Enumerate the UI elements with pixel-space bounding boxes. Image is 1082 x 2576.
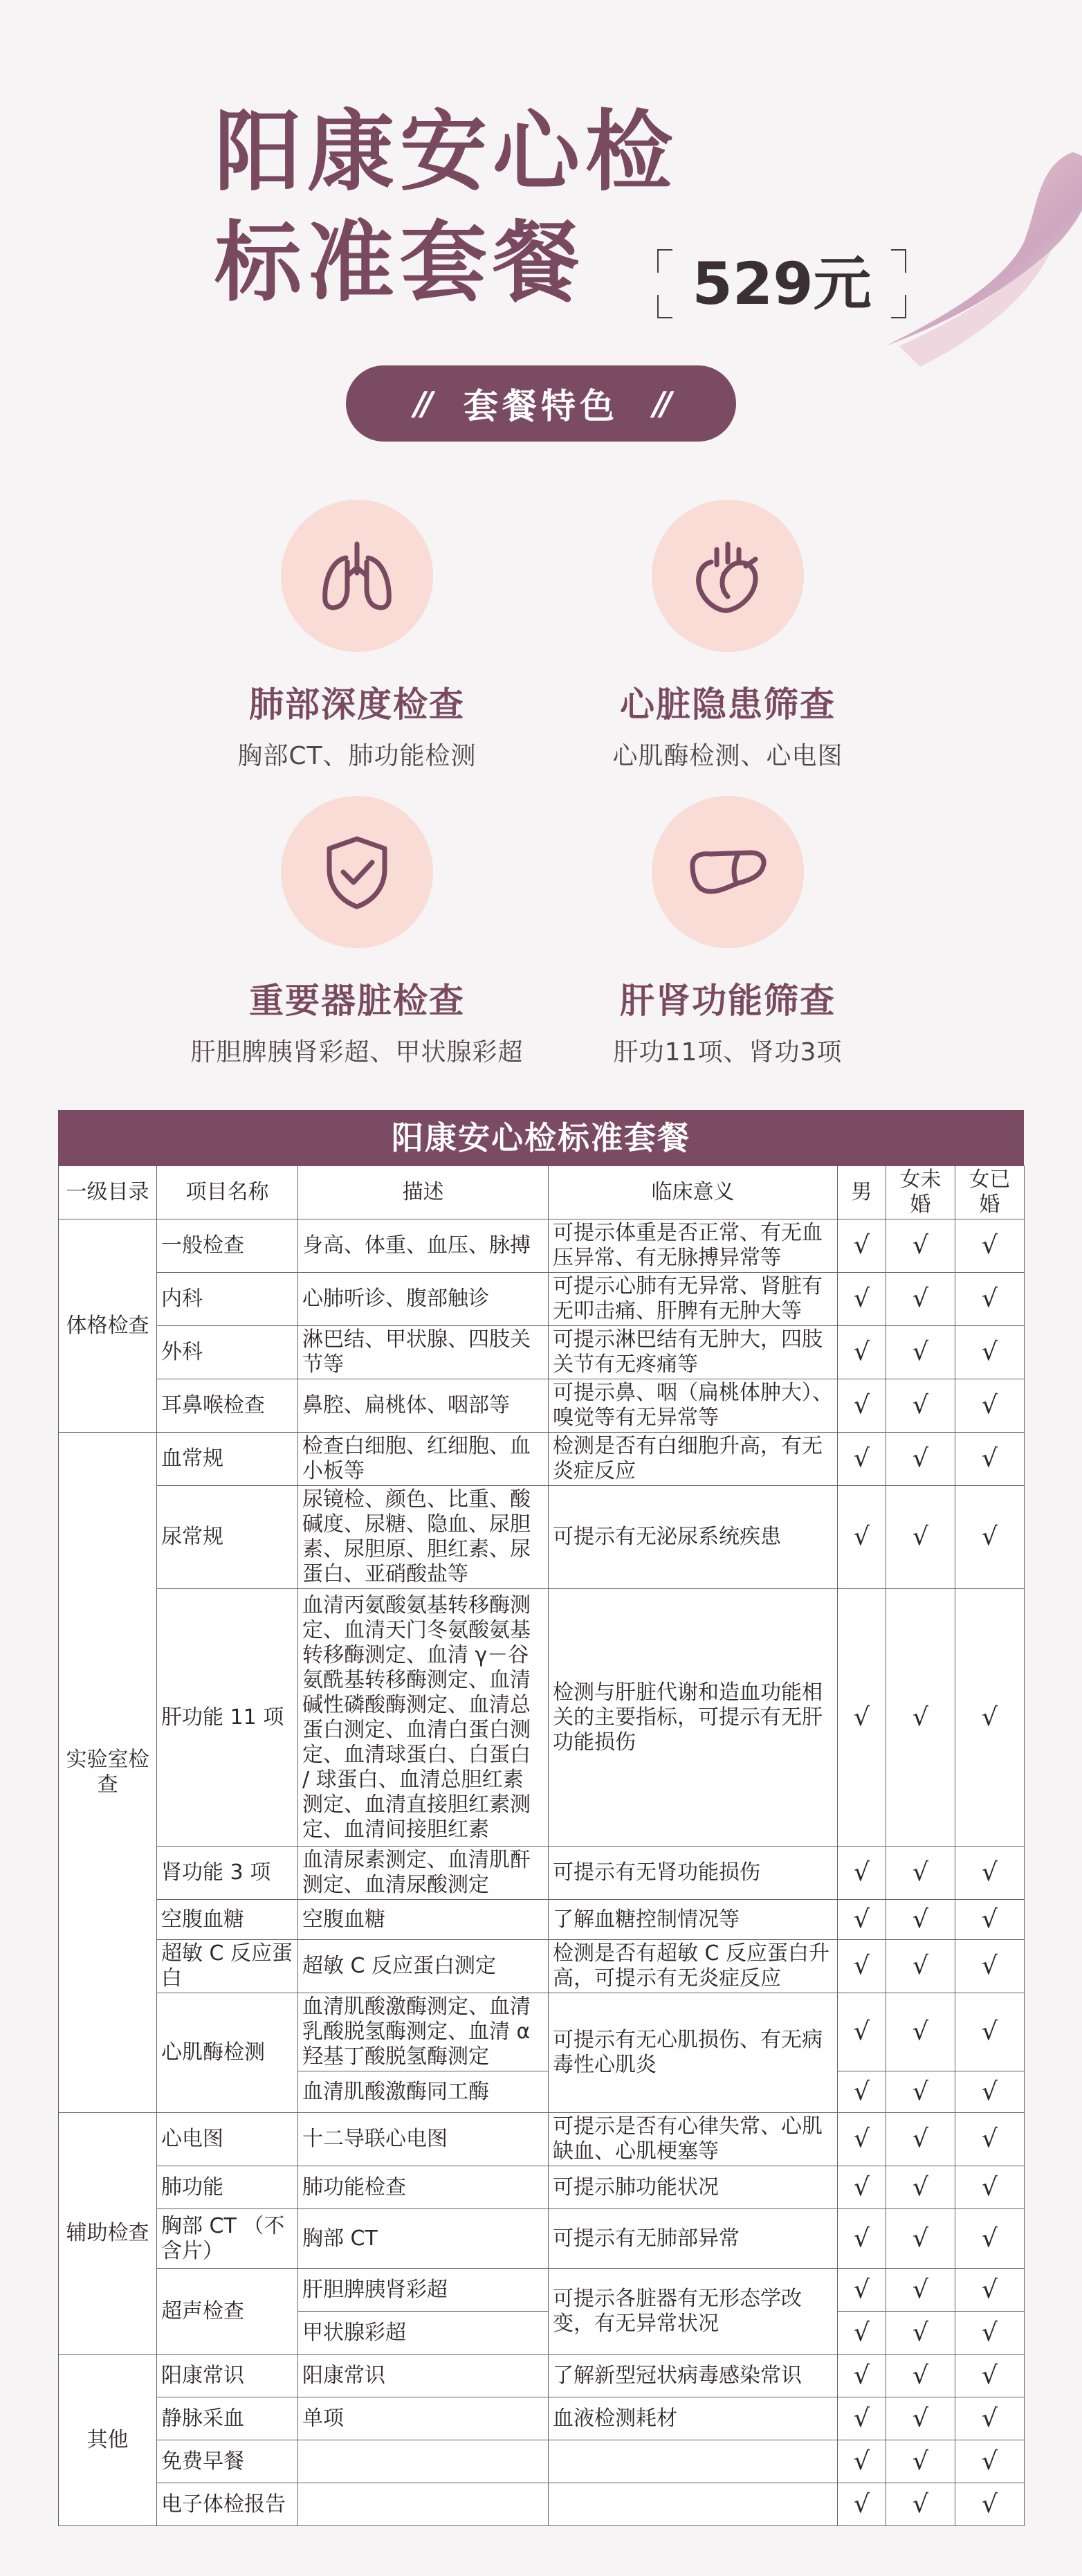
table-row xyxy=(59,2483,1025,2526)
decorative-ribbon xyxy=(858,138,1082,429)
table-row xyxy=(59,1993,1025,2071)
item-name: 静脉采血 xyxy=(157,2397,298,2440)
check-mark: √ xyxy=(838,2269,886,2312)
check-mark: √ xyxy=(955,1486,1025,1589)
check-mark: √ xyxy=(955,1273,1025,1326)
heart-icon xyxy=(652,500,804,652)
feature-desc: 胸部CT、肺功能检测 xyxy=(237,742,477,770)
check-mark: √ xyxy=(838,1940,886,1993)
item-name: 肺功能 xyxy=(157,2166,298,2209)
check-mark: √ xyxy=(955,2269,1025,2312)
item-desc: 心肺听诊、腹部触诊 xyxy=(298,1273,549,1326)
check-mark: √ xyxy=(838,2440,886,2483)
item-meaning: 可提示是否有心律失常、心肌缺血、心肌梗塞等 xyxy=(549,2113,838,2166)
item-name: 一般检查 xyxy=(157,1219,298,1273)
table-row xyxy=(59,1589,1025,1847)
item-name: 胸部 CT （不含片） xyxy=(157,2209,298,2269)
check-mark: √ xyxy=(955,1847,1025,1900)
check-mark: √ xyxy=(955,1589,1025,1847)
check-mark: √ xyxy=(955,2166,1025,2209)
check-mark: √ xyxy=(838,2113,886,2166)
check-mark: √ xyxy=(886,1433,955,1486)
check-mark: √ xyxy=(838,1486,886,1589)
check-mark: √ xyxy=(838,1993,886,2071)
item-name: 超声检查 xyxy=(157,2269,298,2355)
feature-desc: 肝胆脾胰肾彩超、甲状腺彩超 xyxy=(190,1038,524,1067)
check-mark: √ xyxy=(838,1847,886,1900)
col-header: 女未婚 xyxy=(886,1166,955,1219)
table-row xyxy=(59,2166,1025,2209)
check-mark: √ xyxy=(955,2397,1025,2440)
group-cell: 体格检查 xyxy=(59,1219,157,1433)
check-mark: √ xyxy=(886,1326,955,1379)
item-meaning: 可提示有无肺部异常 xyxy=(549,2209,838,2269)
item-meaning: 可提示各脏器有无形态学改变，有无异常状况 xyxy=(549,2269,838,2355)
item-name: 阳康常识 xyxy=(157,2355,298,2397)
feature-badge: // 套餐特色 // xyxy=(346,365,736,442)
table-row xyxy=(59,2113,1025,2166)
item-meaning: 可提示鼻、咽（扁桃体肿大）、嗅觉等有无异常等 xyxy=(549,1379,838,1433)
item-desc: 血清尿素测定、血清肌酐测定、血清尿酸测定 xyxy=(298,1847,549,1900)
hero-title xyxy=(214,97,678,318)
table-row xyxy=(59,1940,1025,1993)
table-row xyxy=(59,1379,1025,1433)
hero-section xyxy=(0,0,1082,429)
check-mark: √ xyxy=(886,2269,955,2312)
item-name: 肾功能 3 项 xyxy=(157,1847,298,1900)
check-mark: √ xyxy=(886,2440,955,2483)
item-desc: 超敏 C 反应蛋白测定 xyxy=(298,1940,549,1993)
check-mark: √ xyxy=(955,1900,1025,1940)
price: 529元 xyxy=(692,250,872,318)
item-meaning xyxy=(549,2440,838,2483)
shield-check-icon xyxy=(281,796,433,948)
check-mark: √ xyxy=(886,2483,955,2526)
check-mark: √ xyxy=(886,2071,955,2113)
item-desc: 身高、体重、血压、脉搏 xyxy=(298,1219,549,1273)
check-mark: √ xyxy=(955,2113,1025,2166)
table-row xyxy=(59,1900,1025,1940)
feature-title: 心脏隐患筛查 xyxy=(620,684,836,725)
check-mark: √ xyxy=(838,1273,886,1326)
check-mark: √ xyxy=(886,2166,955,2209)
table-row xyxy=(59,1847,1025,1900)
item-desc: 血清肌酸激酶同工酶 xyxy=(298,2071,549,2113)
table-row xyxy=(59,2269,1025,2312)
item-desc: 胸部 CT xyxy=(298,2209,549,2269)
check-mark: √ xyxy=(838,1589,886,1847)
item-name: 内科 xyxy=(157,1273,298,1326)
check-mark: √ xyxy=(886,2397,955,2440)
feature-liver xyxy=(534,796,921,1068)
table-row xyxy=(59,1486,1025,1589)
check-mark: √ xyxy=(955,2071,1025,2113)
package-table xyxy=(58,1110,1024,2526)
feature-title: 肺部深度检查 xyxy=(249,684,465,725)
item-desc: 单项 xyxy=(298,2397,549,2440)
check-mark: √ xyxy=(838,1379,886,1433)
check-mark: √ xyxy=(955,1433,1025,1486)
feature-lungs xyxy=(163,500,551,772)
table-row xyxy=(59,2440,1025,2483)
feature-organs xyxy=(163,796,551,1068)
table-row xyxy=(59,2355,1025,2397)
check-mark: √ xyxy=(955,1379,1025,1433)
group-cell: 实验室检查 xyxy=(59,1433,157,2113)
col-header: 临床意义 xyxy=(549,1166,838,1219)
item-name: 心肌酶检测 xyxy=(157,1993,298,2113)
item-meaning: 血液检测耗材 xyxy=(549,2397,838,2440)
check-mark: √ xyxy=(886,1940,955,1993)
check-mark: √ xyxy=(886,1379,955,1433)
feature-title: 肝肾功能筛查 xyxy=(620,981,836,1021)
table-row xyxy=(59,1433,1025,1486)
table-title: 阳康安心检标准套餐 xyxy=(58,1110,1024,1165)
check-mark: √ xyxy=(955,1219,1025,1273)
col-header: 项目名称 xyxy=(157,1166,298,1219)
check-mark: √ xyxy=(886,1486,955,1589)
feature-title: 重要器脏检查 xyxy=(249,981,465,1021)
item-desc: 血清肌酸激酶测定、血清乳酸脱氢酶测定、血清 α 羟基丁酸脱氢酶测定 xyxy=(298,1993,549,2071)
check-mark: √ xyxy=(955,2312,1025,2355)
item-meaning: 检测与肝脏代谢和造血功能相关的主要指标，可提示有无肝功能损伤 xyxy=(549,1589,838,1847)
item-name: 电子体检报告 xyxy=(157,2483,298,2526)
group-cell: 辅助检查 xyxy=(59,2113,157,2355)
liver-icon xyxy=(652,796,804,948)
check-mark: √ xyxy=(838,2483,886,2526)
check-mark: √ xyxy=(955,2209,1025,2269)
check-mark: √ xyxy=(955,2483,1025,2526)
item-meaning: 检测是否有超敏 C 反应蛋白升高，可提示有无炎症反应 xyxy=(549,1940,838,1993)
item-meaning: 可提示淋巴结有无肿大，四肢关节有无疼痛等 xyxy=(549,1326,838,1379)
item-desc: 血清丙氨酸氨基转移酶测定、血清天门冬氨酸氨基转移酶测定、血清 γ－谷氨酰基转移酶测定、血清碱性磷酸酶测定、血清总蛋白测定、血清白蛋白测定、血清球蛋白、白蛋白 / 球蛋白、血清总胆红素测定、血清直接胆红素测定、血清间接胆红素 xyxy=(298,1589,549,1847)
check-mark: √ xyxy=(955,2355,1025,2397)
col-header: 女已婚 xyxy=(955,1166,1025,1219)
item-meaning: 可提示体重是否正常、有无血压异常、有无脉搏异常等 xyxy=(549,1219,838,1273)
item-name: 血常规 xyxy=(157,1433,298,1486)
item-name: 外科 xyxy=(157,1326,298,1379)
item-desc: 甲状腺彩超 xyxy=(298,2312,549,2355)
check-mark: √ xyxy=(955,1326,1025,1379)
check-mark: √ xyxy=(838,2355,886,2397)
check-mark: √ xyxy=(886,1273,955,1326)
feature-desc: 心肌酶检测、心电图 xyxy=(612,742,843,770)
item-desc: 肺功能检查 xyxy=(298,2166,549,2209)
feature-heart xyxy=(534,500,921,772)
check-mark: √ xyxy=(838,2397,886,2440)
item-desc: 尿镜检、颜色、比重、酸碱度、尿糖、隐血、尿胆素、尿胆原、胆红素、尿蛋白、亚硝酸盐等 xyxy=(298,1486,549,1589)
item-desc xyxy=(298,2483,549,2526)
check-mark: √ xyxy=(886,1900,955,1940)
item-name: 耳鼻喉检查 xyxy=(157,1379,298,1433)
hero-title-line1: 阳康安心检 xyxy=(214,101,678,203)
check-mark: √ xyxy=(886,1847,955,1900)
group-cell: 其他 xyxy=(59,2355,157,2526)
check-mark: √ xyxy=(838,2312,886,2355)
item-desc: 肝胆脾胰肾彩超 xyxy=(298,2269,549,2312)
check-mark: √ xyxy=(838,1219,886,1273)
table-row xyxy=(59,1326,1025,1379)
item-desc: 淋巴结、甲状腺、四肢关节等 xyxy=(298,1326,549,1379)
item-meaning: 可提示肺功能状况 xyxy=(549,2166,838,2209)
item-meaning: 可提示有无泌尿系统疾患 xyxy=(549,1486,838,1589)
item-desc: 阳康常识 xyxy=(298,2355,549,2397)
col-header: 男 xyxy=(838,1166,886,1219)
item-meaning: 可提示有无肾功能损伤 xyxy=(549,1847,838,1900)
check-mark: √ xyxy=(838,1326,886,1379)
table-row xyxy=(59,2209,1025,2269)
item-meaning: 可提示心肺有无异常、肾脏有无叩击痛、肝脾有无肿大等 xyxy=(549,1273,838,1326)
check-mark: √ xyxy=(886,1589,955,1847)
check-mark: √ xyxy=(838,2209,886,2269)
item-name: 肝功能 11 项 xyxy=(157,1589,298,1847)
item-name: 尿常规 xyxy=(157,1486,298,1589)
item-name: 免费早餐 xyxy=(157,2440,298,2483)
item-desc xyxy=(298,2440,549,2483)
col-header: 描述 xyxy=(298,1166,549,1219)
check-mark: √ xyxy=(886,2209,955,2269)
check-mark: √ xyxy=(886,2312,955,2355)
item-meaning: 可提示有无心肌损伤、有无病毒性心肌炎 xyxy=(549,1993,838,2113)
check-mark: √ xyxy=(838,1433,886,1486)
check-mark: √ xyxy=(955,1940,1025,1993)
item-meaning: 检测是否有白细胞升高，有无炎症反应 xyxy=(549,1433,838,1486)
table-row xyxy=(59,1273,1025,1326)
check-mark: √ xyxy=(838,2071,886,2113)
feature-desc: 肝功11项、肾功3项 xyxy=(613,1038,843,1067)
item-desc: 检查白细胞、红细胞、血小板等 xyxy=(298,1433,549,1486)
check-mark: √ xyxy=(838,1900,886,1940)
check-mark: √ xyxy=(955,2440,1025,2483)
item-meaning xyxy=(549,2483,838,2526)
feature-badge-label: 套餐特色 xyxy=(464,386,618,426)
hero-title-line2: 标准套餐 xyxy=(214,212,585,314)
lungs-icon xyxy=(281,500,433,652)
item-name: 超敏 C 反应蛋白 xyxy=(157,1940,298,1993)
col-header: 一级目录 xyxy=(59,1166,157,1219)
check-mark: √ xyxy=(838,2166,886,2209)
table-row xyxy=(59,1219,1025,1273)
item-desc: 鼻腔、扁桃体、咽部等 xyxy=(298,1379,549,1433)
item-meaning: 了解血糖控制情况等 xyxy=(549,1900,838,1940)
package-items-table xyxy=(58,1165,1025,2526)
table-row xyxy=(59,2397,1025,2440)
check-mark: √ xyxy=(886,1993,955,2071)
item-name: 空腹血糖 xyxy=(157,1900,298,1940)
check-mark: √ xyxy=(886,2113,955,2166)
check-mark: √ xyxy=(886,2355,955,2397)
item-desc: 空腹血糖 xyxy=(298,1900,549,1940)
check-mark: √ xyxy=(955,1993,1025,2071)
item-meaning: 了解新型冠状病毒感染常识 xyxy=(549,2355,838,2397)
item-name: 心电图 xyxy=(157,2113,298,2166)
check-mark: √ xyxy=(886,1219,955,1273)
table-header-row xyxy=(59,1166,1025,1219)
item-desc: 十二导联心电图 xyxy=(298,2113,549,2166)
